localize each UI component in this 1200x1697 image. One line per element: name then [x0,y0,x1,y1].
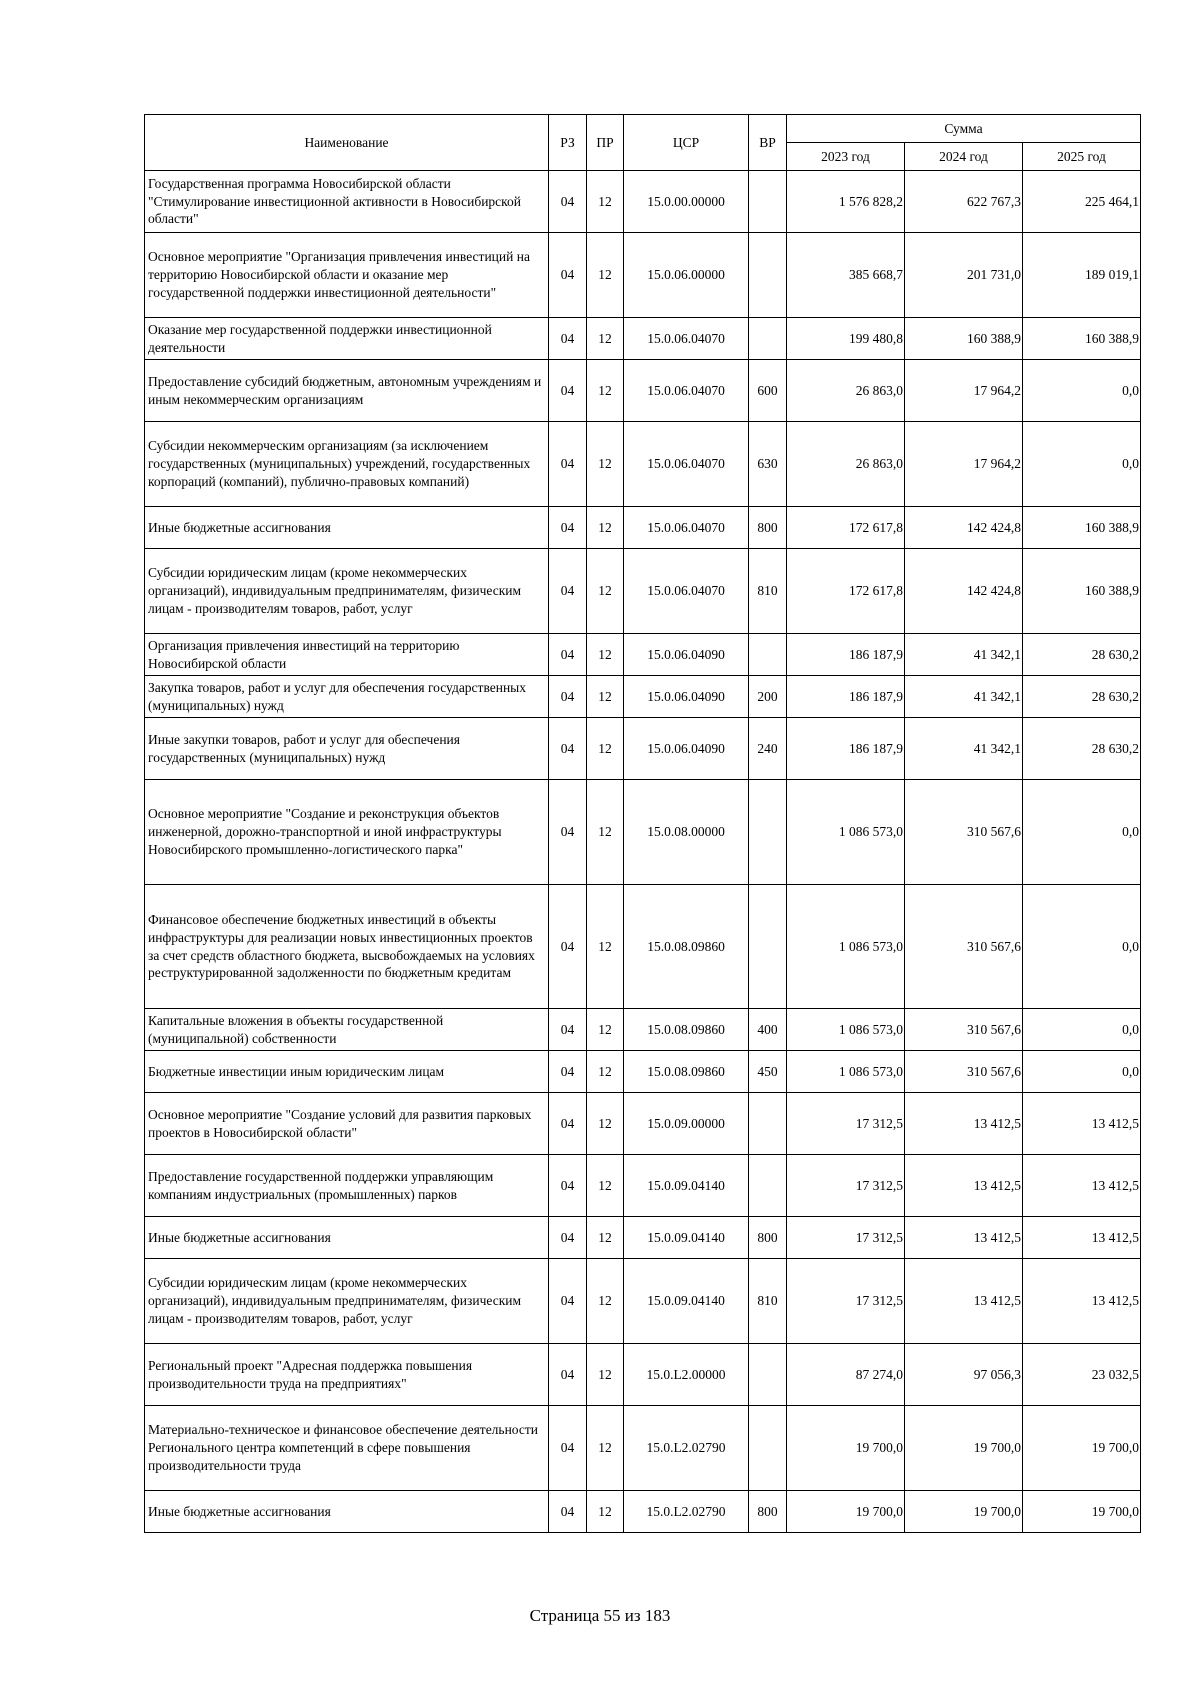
cell-vr [749,1406,787,1491]
cell-amount-2025: 160 388,9 [1023,318,1141,360]
cell-csr: 15.0.09.04140 [624,1259,749,1344]
cell-rz: 04 [549,885,587,1009]
table-row [145,1009,1141,1051]
cell-name: Предоставление субсидий бюджетным, автономным учреждениям и иным некоммерческим организациям [145,360,549,422]
cell-pr: 12 [587,318,624,360]
cell-rz: 04 [549,780,587,885]
cell-pr: 12 [587,1155,624,1217]
cell-pr: 12 [587,718,624,780]
cell-pr: 12 [587,1009,624,1051]
cell-rz: 04 [549,171,587,233]
cell-rz: 04 [549,1051,587,1093]
cell-pr: 12 [587,1259,624,1344]
cell-csr: 15.0.L2.00000 [624,1344,749,1406]
cell-amount-2025: 13 412,5 [1023,1217,1141,1259]
cell-amount-2023: 1 576 828,2 [787,171,905,233]
cell-pr: 12 [587,171,624,233]
cell-amount-2023: 186 187,9 [787,676,905,718]
cell-vr: 630 [749,422,787,507]
cell-amount-2024: 17 964,2 [905,360,1023,422]
cell-amount-2024: 19 700,0 [905,1406,1023,1491]
table-row [145,1051,1141,1093]
cell-amount-2025: 0,0 [1023,1009,1141,1051]
cell-amount-2025: 0,0 [1023,360,1141,422]
cell-rz: 04 [549,634,587,676]
cell-rz: 04 [549,422,587,507]
cell-name: Предоставление государственной поддержки управляющим компаниям индустриальных (промышленных) парков [145,1155,549,1217]
cell-pr: 12 [587,507,624,549]
cell-vr [749,318,787,360]
cell-name: Иные бюджетные ассигнования [145,1217,549,1259]
header-year-2025: 2025 год [1023,143,1141,171]
cell-vr [749,171,787,233]
cell-pr: 12 [587,885,624,1009]
cell-rz: 04 [549,1259,587,1344]
cell-pr: 12 [587,360,624,422]
cell-amount-2024: 310 567,6 [905,1009,1023,1051]
cell-amount-2025: 19 700,0 [1023,1406,1141,1491]
cell-csr: 15.0.06.04070 [624,422,749,507]
header-sum: Сумма [787,115,1141,143]
cell-csr: 15.0.06.04090 [624,634,749,676]
cell-vr: 200 [749,676,787,718]
cell-amount-2023: 17 312,5 [787,1217,905,1259]
cell-amount-2023: 17 312,5 [787,1093,905,1155]
cell-name: Иные бюджетные ассигнования [145,1491,549,1533]
cell-amount-2023: 172 617,8 [787,507,905,549]
cell-pr: 12 [587,422,624,507]
table-row [145,549,1141,634]
cell-vr [749,1093,787,1155]
cell-amount-2024: 97 056,3 [905,1344,1023,1406]
cell-amount-2023: 17 312,5 [787,1155,905,1217]
cell-csr: 15.0.09.00000 [624,1093,749,1155]
cell-amount-2025: 0,0 [1023,780,1141,885]
cell-vr: 810 [749,549,787,634]
cell-name: Капитальные вложения в объекты государственной (муниципальной) собственности [145,1009,549,1051]
cell-name: Государственная программа Новосибирской области "Стимулирование инвестиционной активности в Новосибирской области" [145,171,549,233]
cell-name: Финансовое обеспечение бюджетных инвестиций в объекты инфраструктуры для реализации новых инвестиционных проектов за счет средств областного бюджета, высвобождаемых на условиях реструктурированной задолженности по бюджетным кредитам [145,885,549,1009]
cell-rz: 04 [549,507,587,549]
cell-pr: 12 [587,549,624,634]
cell-rz: 04 [549,233,587,318]
cell-rz: 04 [549,718,587,780]
cell-name: Региональный проект "Адресная поддержка повышения производительности труда на предприятиях" [145,1344,549,1406]
cell-vr [749,233,787,318]
table-row [145,171,1141,233]
cell-amount-2023: 1 086 573,0 [787,780,905,885]
table-row [145,676,1141,718]
cell-pr: 12 [587,780,624,885]
table-row [145,422,1141,507]
table-row [145,634,1141,676]
cell-vr: 800 [749,1217,787,1259]
cell-pr: 12 [587,1093,624,1155]
cell-amount-2024: 310 567,6 [905,885,1023,1009]
cell-pr: 12 [587,1406,624,1491]
cell-amount-2025: 13 412,5 [1023,1155,1141,1217]
cell-name: Закупка товаров, работ и услуг для обеспечения государственных (муниципальных) нужд [145,676,549,718]
cell-name: Субсидии некоммерческим организациям (за исключением государственных (муниципальных) учреждений, государственных корпораций (компаний), публично-правовых компаний) [145,422,549,507]
cell-csr: 15.0.08.09860 [624,1009,749,1051]
cell-amount-2023: 186 187,9 [787,718,905,780]
cell-amount-2023: 199 480,8 [787,318,905,360]
cell-csr: 15.0.09.04140 [624,1217,749,1259]
cell-vr [749,1344,787,1406]
cell-vr: 400 [749,1009,787,1051]
cell-rz: 04 [549,1491,587,1533]
cell-amount-2025: 0,0 [1023,1051,1141,1093]
cell-name: Основное мероприятие "Организация привлечения инвестиций на территорию Новосибирской области и оказание мер государственной поддержки инвестиционной деятельности" [145,233,549,318]
cell-amount-2023: 17 312,5 [787,1259,905,1344]
cell-vr: 600 [749,360,787,422]
table-body [145,171,1141,1533]
table-row [145,233,1141,318]
cell-amount-2025: 28 630,2 [1023,718,1141,780]
cell-amount-2025: 28 630,2 [1023,676,1141,718]
table-row [145,1406,1141,1491]
cell-rz: 04 [549,360,587,422]
cell-amount-2025: 225 464,1 [1023,171,1141,233]
cell-rz: 04 [549,1344,587,1406]
budget-table [144,114,1141,1533]
cell-rz: 04 [549,1009,587,1051]
cell-amount-2025: 19 700,0 [1023,1491,1141,1533]
table-row [145,780,1141,885]
page-number: Страница 55 из 183 [529,1606,671,1625]
cell-pr: 12 [587,1051,624,1093]
header-year-2023: 2023 год [787,143,905,171]
cell-rz: 04 [549,549,587,634]
cell-csr: 15.0.08.00000 [624,780,749,885]
cell-amount-2024: 310 567,6 [905,780,1023,885]
cell-amount-2025: 0,0 [1023,422,1141,507]
header-rz: РЗ [549,115,587,171]
table-row [145,507,1141,549]
cell-amount-2025: 160 388,9 [1023,507,1141,549]
cell-csr: 15.0.06.04070 [624,318,749,360]
cell-amount-2023: 385 668,7 [787,233,905,318]
cell-vr [749,885,787,1009]
cell-amount-2023: 19 700,0 [787,1491,905,1533]
cell-csr: 15.0.08.09860 [624,1051,749,1093]
table-row [145,718,1141,780]
cell-amount-2024: 13 412,5 [905,1155,1023,1217]
cell-amount-2024: 19 700,0 [905,1491,1023,1533]
cell-amount-2025: 0,0 [1023,885,1141,1009]
cell-amount-2024: 13 412,5 [905,1093,1023,1155]
cell-rz: 04 [549,1155,587,1217]
cell-name: Иные закупки товаров, работ и услуг для обеспечения государственных (муниципальных) нужд [145,718,549,780]
cell-rz: 04 [549,318,587,360]
cell-rz: 04 [549,1406,587,1491]
cell-amount-2023: 1 086 573,0 [787,1051,905,1093]
cell-amount-2023: 1 086 573,0 [787,1009,905,1051]
cell-amount-2025: 13 412,5 [1023,1093,1141,1155]
cell-amount-2025: 13 412,5 [1023,1259,1141,1344]
table-row [145,1217,1141,1259]
cell-amount-2024: 41 342,1 [905,718,1023,780]
cell-amount-2023: 186 187,9 [787,634,905,676]
table-header [145,115,1141,171]
cell-name: Бюджетные инвестиции иным юридическим лицам [145,1051,549,1093]
cell-name: Организация привлечения инвестиций на территорию Новосибирской области [145,634,549,676]
cell-csr: 15.0.09.04140 [624,1155,749,1217]
cell-csr: 15.0.06.04090 [624,718,749,780]
cell-name: Основное мероприятие "Создание условий для развития парковых проектов в Новосибирской области" [145,1093,549,1155]
cell-vr: 450 [749,1051,787,1093]
cell-amount-2024: 142 424,8 [905,549,1023,634]
cell-vr [749,1155,787,1217]
cell-csr: 15.0.00.00000 [624,171,749,233]
cell-name: Материально-техническое и финансовое обеспечение деятельности Регионального центра компетенций в сфере повышения производительности труда [145,1406,549,1491]
cell-rz: 04 [549,676,587,718]
header-csr: ЦСР [624,115,749,171]
cell-vr: 800 [749,507,787,549]
table-row [145,1155,1141,1217]
cell-csr: 15.0.08.09860 [624,885,749,1009]
table-row [145,1344,1141,1406]
table-row [145,1093,1141,1155]
table-row [145,318,1141,360]
cell-name: Иные бюджетные ассигнования [145,507,549,549]
cell-amount-2024: 160 388,9 [905,318,1023,360]
cell-vr: 240 [749,718,787,780]
cell-csr: 15.0.06.04090 [624,676,749,718]
cell-amount-2023: 172 617,8 [787,549,905,634]
cell-pr: 12 [587,233,624,318]
cell-pr: 12 [587,676,624,718]
cell-pr: 12 [587,1217,624,1259]
table-row [145,1491,1141,1533]
cell-vr [749,634,787,676]
cell-csr: 15.0.06.04070 [624,360,749,422]
cell-amount-2025: 189 019,1 [1023,233,1141,318]
cell-csr: 15.0.L2.02790 [624,1491,749,1533]
cell-vr: 810 [749,1259,787,1344]
cell-amount-2024: 13 412,5 [905,1259,1023,1344]
cell-name: Субсидии юридическим лицам (кроме некоммерческих организаций), индивидуальным предпринимателям, физическим лицам - производителям товаров, работ, услуг [145,549,549,634]
cell-amount-2023: 87 274,0 [787,1344,905,1406]
cell-amount-2024: 622 767,3 [905,171,1023,233]
cell-name: Субсидии юридическим лицам (кроме некоммерческих организаций), индивидуальным предпринимателям, физическим лицам - производителям товаров, работ, услуг [145,1259,549,1344]
cell-csr: 15.0.L2.02790 [624,1406,749,1491]
cell-name: Основное мероприятие "Создание и реконструкция объектов инженерной, дорожно-транспортной и иной инфраструктуры Новосибирского промышленно-логистического парка" [145,780,549,885]
cell-amount-2025: 28 630,2 [1023,634,1141,676]
cell-amount-2024: 310 567,6 [905,1051,1023,1093]
cell-pr: 12 [587,1344,624,1406]
cell-amount-2023: 26 863,0 [787,360,905,422]
header-name: Наименование [145,115,549,171]
cell-amount-2025: 160 388,9 [1023,549,1141,634]
cell-amount-2025: 23 032,5 [1023,1344,1141,1406]
cell-amount-2024: 201 731,0 [905,233,1023,318]
cell-pr: 12 [587,634,624,676]
cell-amount-2024: 142 424,8 [905,507,1023,549]
header-year-2024: 2024 год [905,143,1023,171]
table-row [145,885,1141,1009]
cell-amount-2023: 26 863,0 [787,422,905,507]
cell-amount-2024: 41 342,1 [905,676,1023,718]
cell-rz: 04 [549,1093,587,1155]
table-row [145,360,1141,422]
cell-amount-2024: 41 342,1 [905,634,1023,676]
cell-amount-2024: 17 964,2 [905,422,1023,507]
table-row [145,1259,1141,1344]
cell-rz: 04 [549,1217,587,1259]
header-vr: ВР [749,115,787,171]
cell-csr: 15.0.06.04070 [624,549,749,634]
cell-pr: 12 [587,1491,624,1533]
cell-amount-2024: 13 412,5 [905,1217,1023,1259]
cell-vr: 800 [749,1491,787,1533]
cell-amount-2023: 19 700,0 [787,1406,905,1491]
cell-csr: 15.0.06.00000 [624,233,749,318]
cell-amount-2023: 1 086 573,0 [787,885,905,1009]
cell-vr [749,780,787,885]
cell-name: Оказание мер государственной поддержки инвестиционной деятельности [145,318,549,360]
header-pr: ПР [587,115,624,171]
cell-csr: 15.0.06.04070 [624,507,749,549]
